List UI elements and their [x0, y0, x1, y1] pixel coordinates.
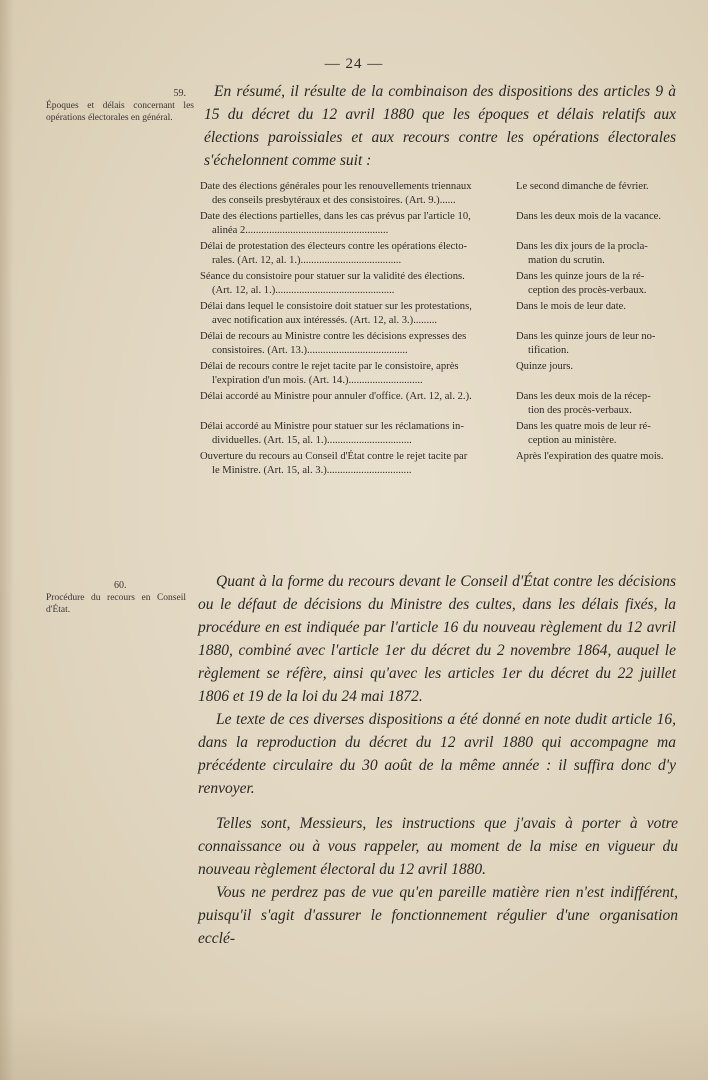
schedule-deadline-line: Dans les quinze jours de leur no-	[516, 331, 656, 342]
margin-note-number: 59.	[173, 88, 186, 99]
schedule-deadline	[510, 300, 690, 314]
schedule-item-line: alinéa 2......................................................	[212, 225, 389, 236]
schedule-item	[200, 420, 510, 448]
schedule-row	[200, 300, 690, 328]
schedule-item	[200, 270, 510, 298]
schedule-deadline-line: Après l'expiration des quatre mois.	[516, 451, 664, 462]
procedure-text: Le texte de ces diverses dispositions a été donné en note dudit article 16, dans la reproduction du décret du 12 avril 1880 qui accompagne ma précédente circulaire du 30 août de la même année : il suffira donc d'y renvoyer.	[198, 711, 676, 797]
intro-paragraph	[204, 80, 676, 172]
schedule-item-line: Délai de recours contre le rejet tacite par le consistoire, après	[200, 361, 459, 372]
schedule-row	[200, 450, 690, 478]
schedule-item-line: Délai de protestation des électeurs contre les opérations électo-	[200, 241, 468, 252]
schedule-deadline	[510, 420, 690, 448]
schedule-row	[200, 210, 690, 238]
closing-text: Telles sont, Messieurs, les instructions que j'avais à porter à votre connaissance ou à vous rappeler, au moment de la mise en vigueur du nouveau règlement électoral du 12 avril 1880.	[198, 815, 678, 878]
schedule-item-line: Date des élections partielles, dans les cas prévus par l'article 10,	[200, 211, 471, 222]
schedule-item-line: Délai accordé au Ministre pour annuler d'office. (Art. 12, al. 2.).	[200, 391, 472, 402]
schedule-item-line: avec notification aux intéressés. (Art. 12, al. 3.).........	[212, 315, 438, 326]
margin-note-text: Procédure du recours en Conseil d'État.	[46, 593, 186, 615]
schedule-item	[200, 210, 510, 238]
closing-paragraphs	[198, 812, 678, 950]
schedule-deadline	[510, 180, 690, 194]
schedule-deadline	[510, 390, 690, 418]
closing-text: Vous ne perdrez pas de vue qu'en pareille matière rien n'est indifférent, puisqu'il s'agit d'assurer le fonctionnement régulier d'une organisation ecclé-	[198, 884, 678, 947]
schedule-item-line: Délai de recours au Ministre contre les décisions expresses des	[200, 331, 467, 342]
schedule-deadline-line: ception au ministère.	[528, 435, 617, 446]
schedule-deadline	[510, 210, 690, 224]
schedule-deadline-line: Dans les quatre mois de leur ré-	[516, 421, 651, 432]
page-edge-shadow	[0, 0, 14, 1080]
schedule-item-line: Délai dans lequel le consistoire doit statuer sur les protestations,	[200, 301, 472, 312]
schedule-item-line: Séance du consistoire pour statuer sur la validité des élections.	[200, 271, 465, 282]
schedule-row	[200, 330, 690, 358]
schedule-deadline-line: Dans le mois de leur date.	[516, 301, 627, 312]
schedule-deadline-line: Le second dimanche de février.	[516, 181, 649, 192]
schedule-item	[200, 450, 510, 478]
schedule-deadline	[510, 330, 690, 358]
schedule-table	[200, 180, 690, 480]
schedule-deadline-line: Dans les dix jours de la procla-	[516, 241, 648, 252]
schedule-item-line: Délai accordé au Ministre pour statuer sur les réclamations in-	[200, 421, 464, 432]
schedule-row	[200, 270, 690, 298]
schedule-row	[200, 420, 690, 448]
schedule-row	[200, 240, 690, 268]
schedule-deadline	[510, 360, 690, 374]
margin-note-60	[46, 580, 186, 616]
intro-text: En résumé, il résulte de la combinaison des dispositions des articles 9 à 15 du décret du 12 avril 1880 que les époques et délais relatifs aux élections paroissiales et aux recours contre les opérations électorales s'échelonnent comme suit :	[204, 83, 676, 169]
schedule-deadline	[510, 240, 690, 268]
schedule-item-line: l'expiration d'un mois. (Art. 14.)............................	[212, 375, 423, 386]
margin-note-number: 60.	[114, 580, 127, 591]
procedure-paragraph	[198, 570, 676, 800]
schedule-item-line: consistoires. (Art. 13.)......................................	[212, 345, 408, 356]
schedule-deadline-line: tion des procès-verbaux.	[528, 405, 632, 416]
paper-stain	[0, 1010, 708, 1080]
schedule-item-line: des conseils presbytéraux et des consistoires. (Art. 9.)......	[212, 195, 456, 206]
schedule-deadline-line: Dans les deux mois de la vacance.	[516, 211, 662, 222]
schedule-item-line: (Art. 12, al. 1.).............................................	[212, 285, 395, 296]
schedule-item	[200, 390, 510, 404]
schedule-item-line: dividuelles. (Art. 15, al. 1.)................................	[212, 435, 412, 446]
schedule-deadline-line: mation du scrutin.	[528, 255, 605, 266]
schedule-deadline	[510, 450, 690, 464]
schedule-item	[200, 240, 510, 268]
schedule-item-line: Ouverture du recours au Conseil d'État contre le rejet tacite par	[200, 451, 468, 462]
schedule-item	[200, 360, 510, 388]
schedule-item-line: le Ministre. (Art. 15, al. 3.)................................	[212, 465, 412, 476]
schedule-item	[200, 300, 510, 328]
schedule-deadline-line: Quinze jours.	[516, 361, 574, 372]
margin-note-text: Époques et délais concernant les opérations électorales en général.	[46, 101, 194, 123]
schedule-item-line: rales. (Art. 12, al. 1.)......................................	[212, 255, 402, 266]
schedule-deadline-line: ception des procès-verbaux.	[528, 285, 647, 296]
schedule-item	[200, 330, 510, 358]
schedule-row	[200, 390, 690, 418]
margin-note-59	[46, 88, 194, 124]
schedule-deadline-line: Dans les quinze jours de la ré-	[516, 271, 645, 282]
procedure-text: Quant à la forme du recours devant le Conseil d'État contre les décisions ou le défaut de décisions du Ministre des cultes, dans les délais fixés, la procédure en est indiquée par l'article 16 du nouveau règlement du 12 avril 1880, combiné avec l'article 1er du décret du 2 novembre 1864, auquel le règlement se réfère, ainsi qu'avec les articles 1er du décret du 22 juillet 1806 et 19 de la loi du 24 mai 1872.	[198, 573, 676, 705]
page-number: — 24 —	[324, 56, 384, 72]
schedule-deadline	[510, 270, 690, 298]
schedule-deadline-line: tification.	[528, 345, 569, 356]
schedule-row	[200, 360, 690, 388]
schedule-row	[200, 180, 690, 208]
schedule-deadline-line: Dans les deux mois de la récep-	[516, 391, 651, 402]
schedule-item	[200, 180, 510, 208]
schedule-item-line: Date des élections générales pour les renouvellements triennaux	[200, 181, 472, 192]
